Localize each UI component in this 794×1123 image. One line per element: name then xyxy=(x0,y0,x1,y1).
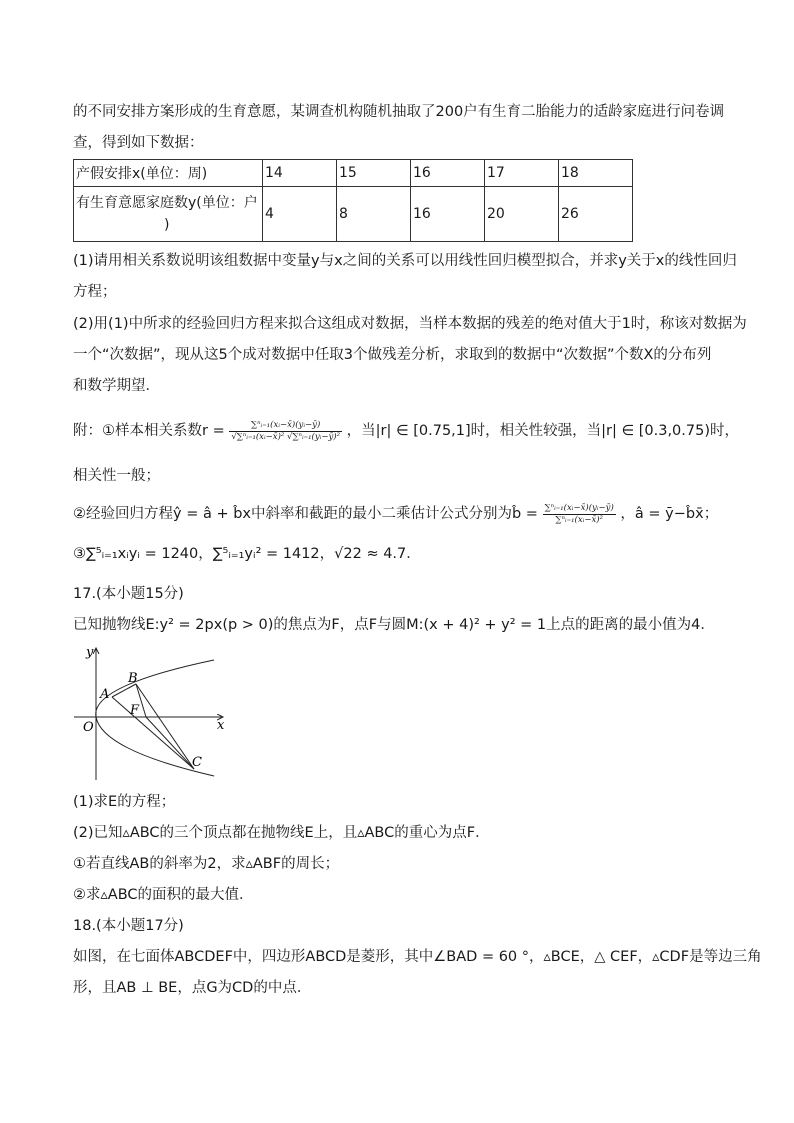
table-cell: 26 xyxy=(559,187,633,242)
formula-numerator: ∑ⁿᵢ₌₁(xᵢ−x̄)(yᵢ−ȳ) xyxy=(229,420,342,432)
q17-part2-2: ②求▵ABC的面积的最大值． xyxy=(73,887,254,903)
q16-part2-line2: 一个“次数据”，现从这5个成对数据中任取3个做残差分析，求取到的数据中“次数据”个数X的分布列 xyxy=(73,347,712,363)
parabola-graph xyxy=(70,642,230,784)
q16-part2-line3: 和数学期望． xyxy=(73,378,160,394)
formula-denominator: √∑ⁿᵢ₌₁(xᵢ−x̄)² √∑ⁿᵢ₌₁(yᵢ−ȳ)² xyxy=(231,431,341,442)
table-cell: 8 xyxy=(337,187,411,242)
table-row xyxy=(74,187,633,242)
label-b: B xyxy=(128,671,138,686)
correlation-formula xyxy=(229,420,342,443)
appendix-3: ③∑⁵ᵢ₌₁xᵢyᵢ = 1240，∑⁵ᵢ₌₁yᵢ² = 1412，√22 ≈ 4.7． xyxy=(73,546,421,562)
table-cell: 15 xyxy=(337,160,411,187)
q18-line-2: 形，且AB ⊥ BE，点G为CD的中点． xyxy=(73,980,312,996)
intro-line-1: 的不同安排方案形成的生育意愿，某调查机构随机抽取了200户有生育二胎能力的适龄家庭进行问卷调 xyxy=(73,104,725,120)
q18-line-1: 如图，在七面体ABCDEF中，四边形ABCD是菱形，其中∠BAD = 60 °，▵BCE，△ CEF，▵CDF是等边三角 xyxy=(73,949,762,965)
q17-stem: 已知抛物线E:y² = 2px(p > 0)的焦点为F，点F与圆M:(x + 4)² + y² = 1上点的距离的最小值为4． xyxy=(73,617,715,633)
table-cell: 20 xyxy=(485,187,559,242)
table-row xyxy=(74,160,633,187)
appendix-1-prefix: 附：①样本相关系数r = xyxy=(73,423,225,439)
appendix-2 xyxy=(73,497,718,531)
q18-heading: 18.(本小题17分) xyxy=(73,918,184,934)
q17-part2: (2)已知▵ABC的三个顶点都在抛物线E上，且▵ABC的重心为点F． xyxy=(73,825,490,841)
table-header-y xyxy=(74,187,263,242)
label-x: x xyxy=(217,718,225,733)
formula-denominator: ∑ⁿᵢ₌₁(xᵢ−x̄)² xyxy=(555,514,603,525)
table-header-x: 产假安排x(单位：周) xyxy=(74,160,263,187)
q17-part2-1: ①若直线AB的斜率为2，求▵ABF的周长； xyxy=(73,856,340,872)
appendix-1 xyxy=(73,414,739,448)
slope-formula xyxy=(543,503,616,526)
table-cell: 18 xyxy=(559,160,633,187)
label-o: O xyxy=(83,720,94,735)
data-table xyxy=(73,159,633,242)
appendix-1-suffix: ，当|r| ∈ [0.75,1]时，相关性较强，当|r| ∈ [0.3,0.75)时， xyxy=(346,423,740,439)
appendix-2-prefix: ②经验回归方程ŷ = â + b̂x中斜率和截距的最小二乘估计公式分别为b̂ = xyxy=(73,506,538,522)
segment-fc xyxy=(146,717,194,769)
q17-heading: 17.(本小题15分) xyxy=(73,586,184,602)
table-cell: 14 xyxy=(263,160,337,187)
table-header-y-line2: ) xyxy=(164,217,170,233)
label-c: C xyxy=(192,755,202,770)
label-y: y xyxy=(86,645,94,660)
appendix-1-cont: 相关性一般； xyxy=(73,468,160,484)
formula-numerator: ∑ⁿᵢ₌₁(xᵢ−x̄)(yᵢ−ȳ) xyxy=(544,502,614,513)
segment-bc xyxy=(136,684,194,769)
table-cell: 16 xyxy=(411,160,485,187)
q17-part1: (1)求E的方程； xyxy=(73,794,176,810)
label-f: F xyxy=(130,703,140,718)
table-cell: 17 xyxy=(485,160,559,187)
intro-line-2: 查，得到如下数据： xyxy=(73,135,204,151)
label-a: A xyxy=(100,687,110,702)
table-cell: 16 xyxy=(411,187,485,242)
table-cell: 4 xyxy=(263,187,337,242)
table-header-y-line1: 有生育意愿家庭数y(单位：户 xyxy=(76,195,258,211)
appendix-2-suffix: ，â = ȳ−b̂x̄； xyxy=(620,506,719,522)
q16-part2-line1: (2)用(1)中所求的经验回归方程来拟合这组成对数据，当样本数据的残差的绝对值大于1时，称该对数据为 xyxy=(73,316,747,332)
q16-part1-line2: 方程； xyxy=(73,284,117,300)
q16-part1-line1: (1)请用相关系数说明该组数据中变量y与x之间的关系可以用线性回归模型拟合，并求y关于x的线性回归 xyxy=(73,253,737,269)
